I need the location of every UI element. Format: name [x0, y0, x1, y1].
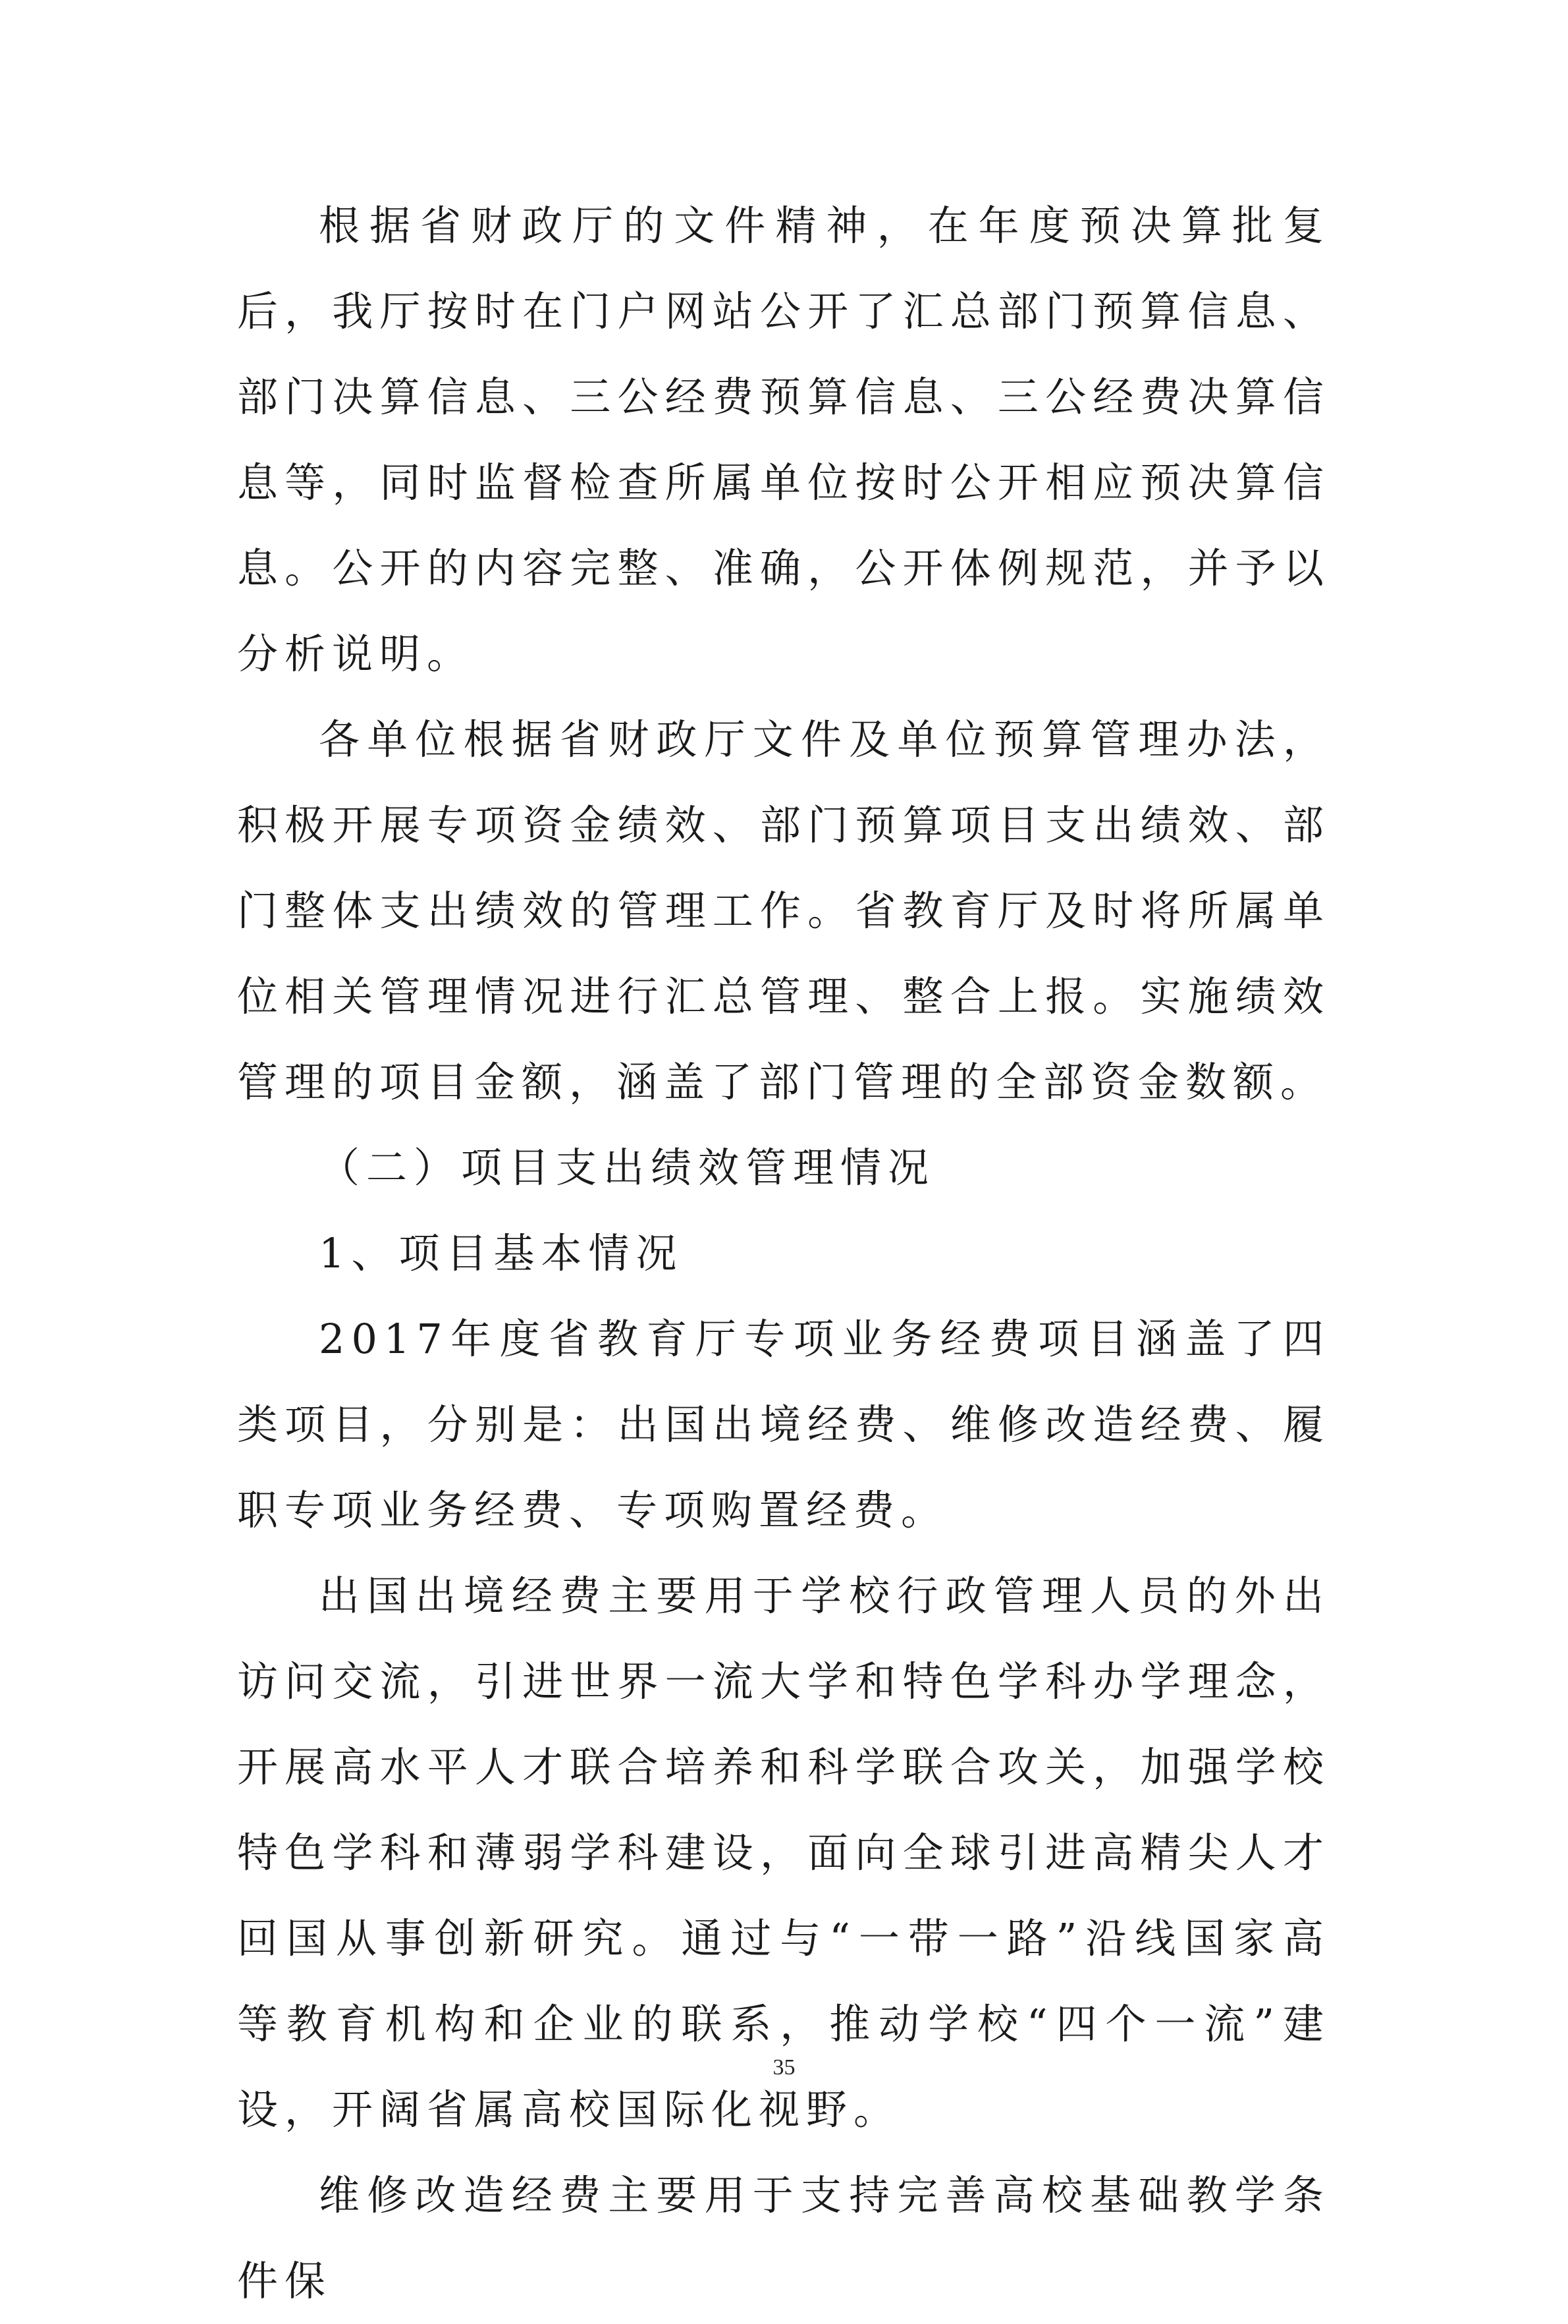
body-text	[237, 183, 1330, 2324]
paragraph-project-categories: 2017年度省教育厅专项业务经费项目涵盖了四类项目，分别是：出国出境经费、维修改造经费、履职专项业务经费、专项购置经费。	[237, 1315, 1330, 1534]
section-heading-project-expenditure: （二）项目支出绩效管理情况	[319, 1144, 936, 1192]
paragraph-renovation-expenses: 维修改造经费主要用于支持完善高校基础教学条件保	[237, 2171, 1330, 2305]
paragraph-overseas-expenses: 出国出境经费主要用于学校行政管理人员的外出访问交流，引进世界一流大学和特色学科办学理念，开展高水平人才联合培养和科学联合攻关，加强学校特色学科和薄弱学科建设，面向全球引进高精尖人才回国从事创新研究。通过与“一带一路”沿线国家高等教育机构和企业的联系，推动学校“四个一流”建设，开阔省属高校国际化视野。	[237, 1572, 1330, 2134]
subsection-heading-project-basics: 1、项目基本情况	[319, 1229, 684, 1277]
page-number: 35	[772, 2055, 796, 2080]
paragraph-performance-management: 各单位根据省财政厅文件及单位预算管理办法，积极开展专项资金绩效、部门预算项目支出绩效、部门整体支出绩效的管理工作。省教育厅及时将所属单位相关管理情况进行汇总管理、整合上报。实施绩效管理的项目金额，涵盖了部门管理的全部资金数额。	[237, 715, 1330, 1106]
paragraph-budget-disclosure: 根据省财政厅的文件精神，在年度预决算批复后，我厅按时在门户网站公开了汇总部门预算信息、部门决算信息、三公经费预算信息、三公经费决算信息等，同时监督检查所属单位按时公开相应预决算信息。公开的内容完整、准确，公开体例规范，并予以分析说明。	[237, 202, 1330, 678]
